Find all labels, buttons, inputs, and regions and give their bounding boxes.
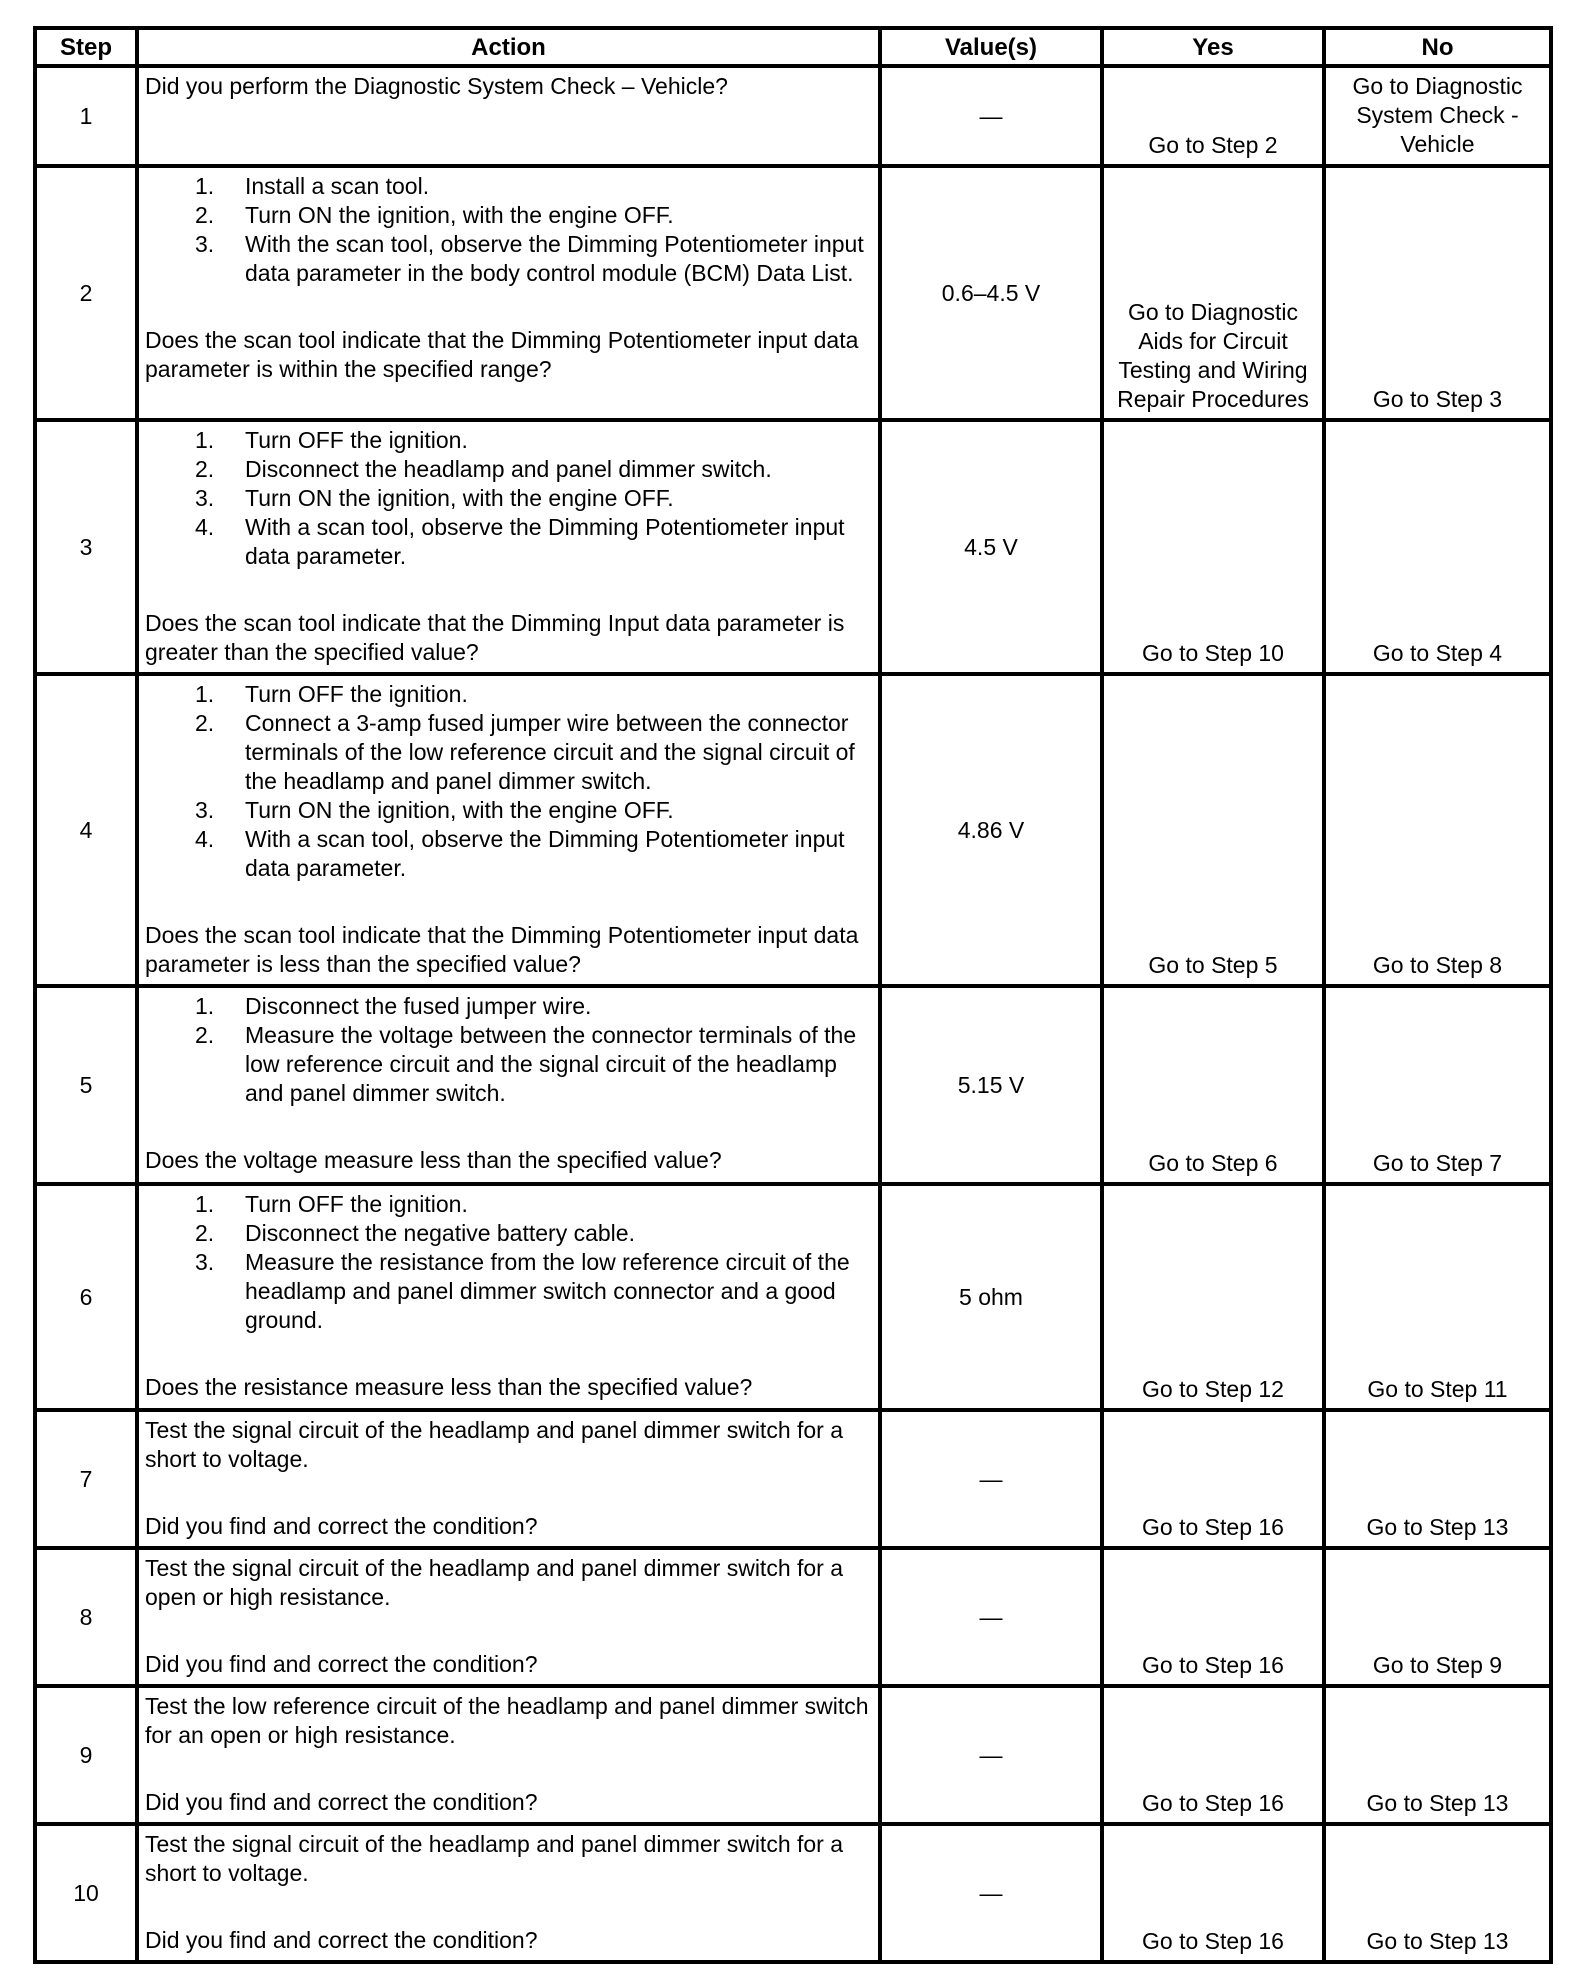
table-row [35, 1686, 1551, 1824]
action-text: Test the signal circuit of the headlamp and panel dimmer switch for a short to voltage. [145, 1417, 844, 1472]
table-row [35, 66, 1551, 166]
yes-cell: Go to Step 10 [1102, 420, 1324, 674]
yes-cell: Go to Step 5 [1102, 674, 1324, 986]
action-content [145, 72, 872, 101]
procedure-item [195, 1248, 872, 1335]
action-content [145, 172, 872, 384]
step-number: 7 [35, 1410, 137, 1548]
procedure-item [195, 172, 872, 201]
action-content [145, 1554, 872, 1679]
procedure-item [195, 1021, 872, 1108]
value-cell: 4.5 V [880, 420, 1102, 674]
yes-cell: Go to Step 16 [1102, 1548, 1324, 1686]
procedure-item-text: Turn OFF the ignition. [245, 427, 468, 453]
header-step: Step [35, 28, 137, 66]
value-cell: 5 ohm [880, 1184, 1102, 1410]
action-text: Test the signal circuit of the headlamp and panel dimmer switch for a short to voltage. [145, 1831, 844, 1886]
yes-cell: Go to Step 16 [1102, 1410, 1324, 1548]
action-cell [137, 66, 880, 166]
no-cell: Go to Step 11 [1324, 1184, 1551, 1410]
action-question: Did you find and correct the condition? [145, 1513, 538, 1539]
table-body [35, 66, 1551, 1962]
action-question: Did you find and correct the condition? [145, 1789, 538, 1815]
procedure-item-number: 3. [195, 797, 215, 823]
action-content [145, 426, 872, 667]
procedure-item [195, 992, 872, 1021]
procedure-item [195, 796, 872, 825]
no-cell: Go to Step 3 [1324, 166, 1551, 420]
procedure-item-number: 1. [195, 681, 215, 707]
procedure-item [195, 709, 872, 796]
procedure-item [195, 680, 872, 709]
procedure-item-number: 2. [195, 710, 215, 736]
procedure-item-text: Turn OFF the ignition. [245, 1191, 468, 1217]
procedure-item [195, 1190, 872, 1219]
value-cell: — [880, 66, 1102, 166]
procedure-item [195, 426, 872, 455]
procedure-item [195, 455, 872, 484]
procedure-item-number: 2. [195, 1022, 215, 1048]
action-content [145, 1190, 872, 1402]
procedure-item-number: 4. [195, 826, 215, 852]
yes-cell: Go to Step 12 [1102, 1184, 1324, 1410]
step-number: 8 [35, 1548, 137, 1686]
step-number: 9 [35, 1686, 137, 1824]
header-values: Value(s) [880, 28, 1102, 66]
procedure-item-text: With a scan tool, observe the Dimming Potentiometer input data parameter. [245, 514, 845, 569]
procedure-list [145, 172, 872, 288]
step-number: 5 [35, 986, 137, 1184]
procedure-item-number: 2. [195, 456, 215, 482]
header-yes: Yes [1102, 28, 1324, 66]
table-row [35, 420, 1551, 674]
procedure-item-text: Disconnect the headlamp and panel dimmer switch. [245, 456, 772, 482]
action-text: Test the signal circuit of the headlamp and panel dimmer switch for a open or high resistance. [145, 1555, 844, 1610]
table-row [35, 986, 1551, 1184]
diagnostic-table [33, 26, 1553, 1964]
procedure-item-text: Turn ON the ignition, with the engine OFF. [245, 202, 674, 228]
procedure-item-number: 1. [195, 993, 215, 1019]
action-question: Does the voltage measure less than the specified value? [145, 1147, 722, 1173]
action-question: Did you find and correct the condition? [145, 1927, 538, 1953]
yes-cell: Go to Step 16 [1102, 1686, 1324, 1824]
yes-cell: Go to Diagnostic Aids for Circuit Testing and Wiring Repair Procedures [1102, 166, 1324, 420]
procedure-item [195, 230, 872, 288]
action-question: Does the resistance measure less than the specified value? [145, 1374, 753, 1400]
step-number: 2 [35, 166, 137, 420]
procedure-item [195, 513, 872, 571]
action-cell [137, 674, 880, 986]
action-question: Does the scan tool indicate that the Dimming Input data parameter is greater than the specified value? [145, 610, 845, 665]
step-number: 6 [35, 1184, 137, 1410]
value-cell: 0.6–4.5 V [880, 166, 1102, 420]
action-content [145, 992, 872, 1175]
yes-cell: Go to Step 6 [1102, 986, 1324, 1184]
action-cell [137, 1548, 880, 1686]
action-cell [137, 1410, 880, 1548]
header-row [35, 28, 1551, 66]
yes-cell: Go to Step 2 [1102, 66, 1324, 166]
action-content [145, 680, 872, 979]
procedure-item-text: Turn ON the ignition, with the engine OFF. [245, 485, 674, 511]
action-cell [137, 1824, 880, 1962]
table-row [35, 1824, 1551, 1962]
procedure-item-number: 3. [195, 485, 215, 511]
procedure-item-number: 1. [195, 427, 215, 453]
action-text: Test the low reference circuit of the headlamp and panel dimmer switch for an open or high resistance. [145, 1693, 869, 1748]
procedure-item-text: Turn OFF the ignition. [245, 681, 468, 707]
procedure-item [195, 201, 872, 230]
no-cell: Go to Step 13 [1324, 1410, 1551, 1548]
action-cell [137, 986, 880, 1184]
no-cell: Go to Step 13 [1324, 1824, 1551, 1962]
value-cell: — [880, 1686, 1102, 1824]
procedure-item [195, 484, 872, 513]
header-no: No [1324, 28, 1551, 66]
procedure-item-number: 1. [195, 173, 215, 199]
action-cell [137, 1184, 880, 1410]
table-row [35, 1184, 1551, 1410]
procedure-item-text: With a scan tool, observe the Dimming Potentiometer input data parameter. [245, 826, 845, 881]
procedure-list [145, 680, 872, 883]
procedure-list [145, 992, 872, 1108]
no-cell: Go to Step 13 [1324, 1686, 1551, 1824]
no-cell: Go to Step 9 [1324, 1548, 1551, 1686]
procedure-item-number: 3. [195, 231, 215, 257]
procedure-item-number: 2. [195, 1220, 215, 1246]
procedure-item-text: Disconnect the fused jumper wire. [245, 993, 592, 1019]
no-cell: Go to Diagnostic System Check - Vehicle [1324, 66, 1551, 166]
action-question: Does the scan tool indicate that the Dimming Potentiometer input data parameter is within the specified range? [145, 327, 859, 382]
value-cell: — [880, 1824, 1102, 1962]
procedure-item-text: Install a scan tool. [245, 173, 430, 199]
procedure-item-text: Measure the resistance from the low reference circuit of the headlamp and panel dimmer switch connector and a good ground. [245, 1249, 850, 1333]
step-number: 1 [35, 66, 137, 166]
procedure-item-text: With the scan tool, observe the Dimming Potentiometer input data parameter in the body control module (BCM) Data List. [245, 231, 864, 286]
table-header [35, 28, 1551, 66]
table-row [35, 1548, 1551, 1686]
value-cell: — [880, 1410, 1102, 1548]
action-question: Did you find and correct the condition? [145, 1651, 538, 1677]
action-question: Does the scan tool indicate that the Dimming Potentiometer input data parameter is less than the specified value? [145, 922, 859, 977]
yes-cell: Go to Step 16 [1102, 1824, 1324, 1962]
procedure-list [145, 1190, 872, 1335]
no-cell: Go to Step 8 [1324, 674, 1551, 986]
header-action: Action [137, 28, 880, 66]
procedure-item-number: 2. [195, 202, 215, 228]
procedure-item [195, 825, 872, 883]
value-cell: 5.15 V [880, 986, 1102, 1184]
action-cell [137, 420, 880, 674]
procedure-item-text: Measure the voltage between the connector terminals of the low reference circuit and the signal circuit of the headlamp and panel dimmer switch. [245, 1022, 857, 1106]
action-content [145, 1416, 872, 1541]
value-cell: — [880, 1548, 1102, 1686]
procedure-list [145, 426, 872, 571]
step-number: 10 [35, 1824, 137, 1962]
value-cell: 4.86 V [880, 674, 1102, 986]
action-text: Did you perform the Diagnostic System Check – Vehicle? [145, 73, 728, 99]
action-content [145, 1692, 872, 1817]
table-row [35, 166, 1551, 420]
step-number: 4 [35, 674, 137, 986]
procedure-item-text: Connect a 3-amp fused jumper wire between the connector terminals of the low reference circuit and the signal circuit of the headlamp and panel dimmer switch. [245, 710, 855, 794]
procedure-item-text: Turn ON the ignition, with the engine OFF. [245, 797, 674, 823]
table-row [35, 1410, 1551, 1548]
procedure-item-number: 1. [195, 1191, 215, 1217]
table-row [35, 674, 1551, 986]
procedure-item [195, 1219, 872, 1248]
action-cell [137, 1686, 880, 1824]
step-number: 3 [35, 420, 137, 674]
no-cell: Go to Step 4 [1324, 420, 1551, 674]
procedure-item-text: Disconnect the negative battery cable. [245, 1220, 635, 1246]
action-content [145, 1830, 872, 1955]
no-cell: Go to Step 7 [1324, 986, 1551, 1184]
procedure-item-number: 4. [195, 514, 215, 540]
procedure-item-number: 3. [195, 1249, 215, 1275]
action-cell [137, 166, 880, 420]
